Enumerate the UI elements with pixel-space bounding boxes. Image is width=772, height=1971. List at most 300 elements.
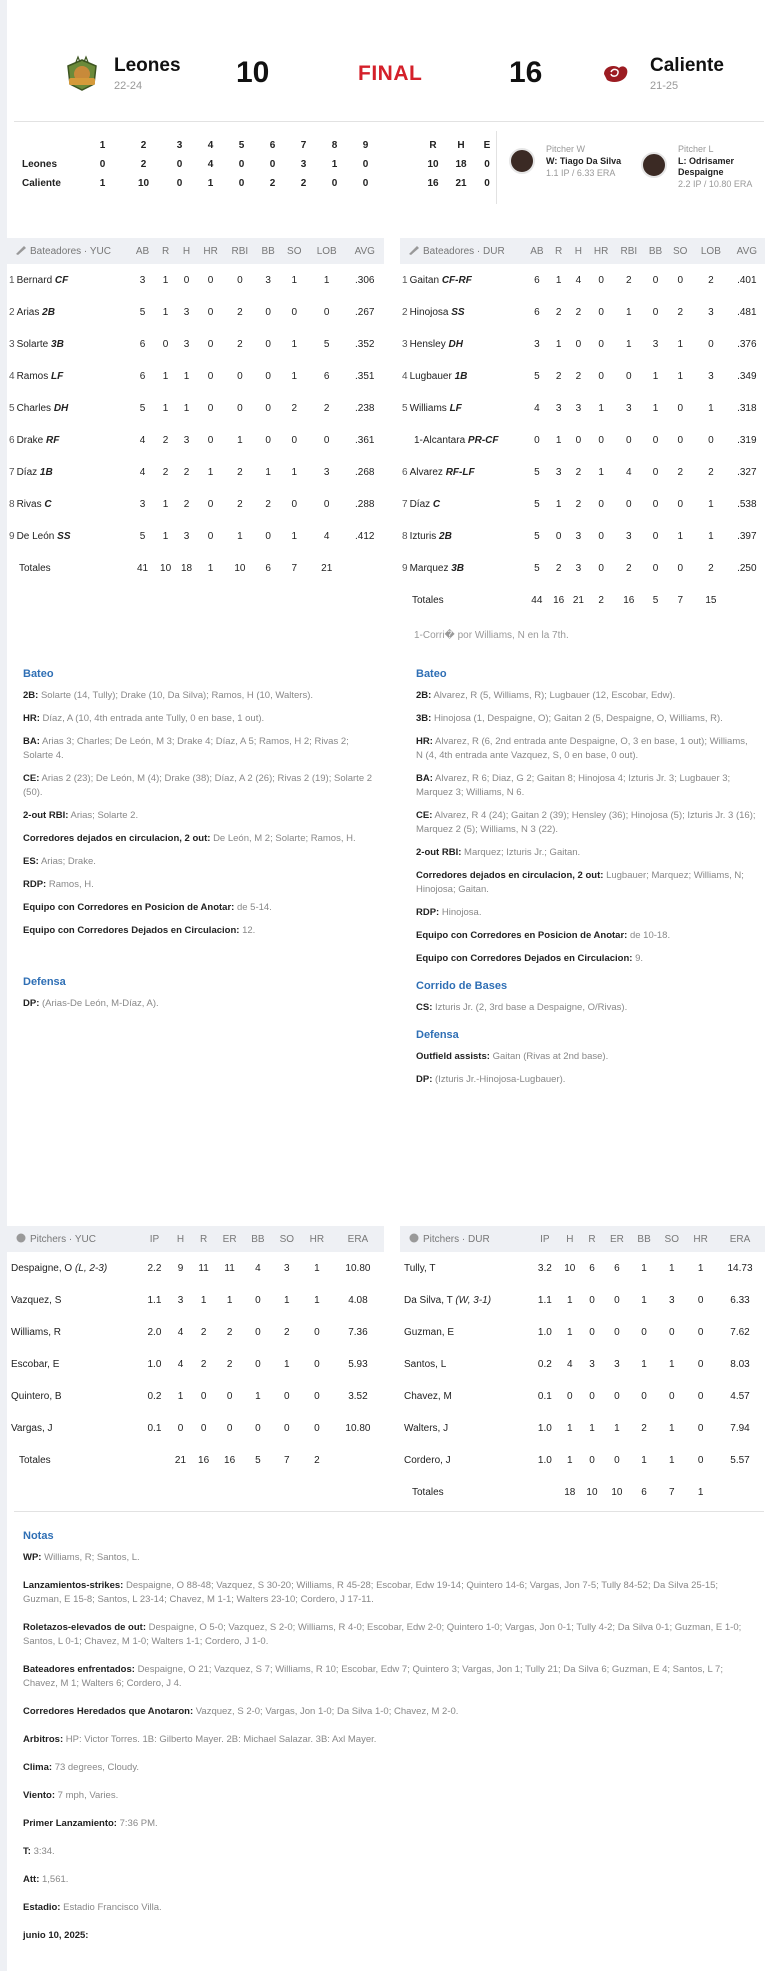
note-key: BA: xyxy=(23,736,40,747)
player-position: RF xyxy=(46,434,60,446)
note-value: Ramos, H. xyxy=(48,879,94,890)
stat-cell: 1 xyxy=(677,370,683,382)
home-bateo-title: Bateo xyxy=(416,668,447,680)
col-header: HR xyxy=(302,1226,332,1252)
note-key: Roletazos-elevados de out: xyxy=(23,1622,146,1633)
note-key: CS: xyxy=(416,1002,433,1013)
stat-cell: 1 xyxy=(641,1294,647,1306)
stat-cell: 0 xyxy=(291,434,298,446)
total-cell: 6 xyxy=(265,562,271,574)
note-line xyxy=(23,1551,758,1565)
losing-pitcher-label: Pitcher L xyxy=(678,144,714,154)
total-cell: 7 xyxy=(291,562,298,574)
stat-cell: 1 xyxy=(652,370,659,382)
player-name[interactable]: Williams xyxy=(409,402,447,414)
stat-cell: 0 xyxy=(284,1390,290,1402)
note-value: HP: Victor Torres. 1B: Gilberto Mayer. 2B: Michael Salazar. 3B: Axl Mayer. xyxy=(65,1734,377,1745)
batter-name-cell xyxy=(400,264,525,296)
stat-cell: .401 xyxy=(737,274,757,286)
batter-row xyxy=(400,392,765,424)
note-line xyxy=(416,712,756,726)
stat-cell: .352 xyxy=(355,338,375,350)
stat-cell: 0 xyxy=(697,1326,704,1338)
away-team-record: 22-24 xyxy=(114,80,143,92)
stat-cell: 2 xyxy=(162,434,169,446)
stat-cell: 3 xyxy=(575,562,582,574)
stat-cell: 1 xyxy=(177,1390,184,1402)
stat-cell: 0 xyxy=(226,1422,233,1434)
stat-cell: 1 xyxy=(237,530,243,542)
stat-cell: 0 xyxy=(626,370,632,382)
away-score: 10 xyxy=(236,56,270,89)
player-name[interactable]: Chavez, M xyxy=(404,1390,452,1402)
stat-cell: 2 xyxy=(200,1326,207,1338)
linescore-divider xyxy=(496,131,497,204)
note-value: Hinojosa (1, Despaigne, O); Gaitan 2 (5, Despaigne, O, Williams, R). xyxy=(433,713,723,724)
stat-cell: 6.33 xyxy=(730,1294,750,1306)
stat-cell: 1 xyxy=(323,274,330,286)
batter-name-cell xyxy=(7,488,130,520)
note-value: Solarte (14, Tully); Drake (10, Da Silva); Ramos, H (10, Walters). xyxy=(40,690,314,701)
stat-cell: 3 xyxy=(589,1358,595,1370)
stat-cell: 0 xyxy=(598,498,604,510)
stat-cell: 0 xyxy=(255,1358,261,1370)
stat-cell: 0 xyxy=(207,530,214,542)
note-line xyxy=(416,689,756,703)
stat-cell: 3 xyxy=(708,370,714,382)
batting-order: 2 xyxy=(402,306,408,318)
stat-cell: 2 xyxy=(323,402,330,414)
pitcher-row xyxy=(400,1412,765,1444)
stat-cell: 1 xyxy=(183,370,190,382)
total-runs: 10 xyxy=(427,159,439,170)
stat-cell: 3.52 xyxy=(348,1390,368,1402)
batter-name-cell xyxy=(7,456,130,488)
total-cell xyxy=(332,1444,384,1476)
stat-cell: 1 xyxy=(183,402,190,414)
stat-cell: 5 xyxy=(323,338,330,350)
col-header: LOB xyxy=(693,238,729,264)
player-name[interactable]: Despaigne, O xyxy=(11,1262,73,1274)
col-header: BB xyxy=(244,1226,272,1252)
player-name[interactable]: Williams, R xyxy=(11,1326,61,1338)
batter-name-cell xyxy=(400,552,525,584)
stat-cell: 2 xyxy=(237,306,243,318)
stat-cell: 0 xyxy=(162,338,169,350)
player-name[interactable]: Hensley xyxy=(409,338,446,350)
stat-cell: 2 xyxy=(237,466,243,478)
stat-cell: 0 xyxy=(697,1294,704,1306)
stat-cell: 0 xyxy=(323,434,330,446)
col-header: H xyxy=(176,238,197,264)
batter-name-cell xyxy=(7,264,130,296)
stat-cell: 0.1 xyxy=(537,1390,552,1402)
stat-cell: 0 xyxy=(575,338,582,350)
stat-cell: 1 xyxy=(669,1454,675,1466)
col-header: ER xyxy=(215,1226,244,1252)
note-line xyxy=(416,952,756,966)
note-line xyxy=(23,1733,758,1747)
total-hits: 21 xyxy=(455,178,467,189)
totals-label: Totales xyxy=(19,562,51,574)
stat-cell: 0 xyxy=(677,402,683,414)
stat-cell: 0 xyxy=(652,498,659,510)
note-value: Arias; Drake. xyxy=(40,856,96,867)
total-cell: 10 xyxy=(160,562,172,574)
inning-header: 4 xyxy=(207,140,214,151)
player-name[interactable]: Santos, L xyxy=(404,1358,447,1370)
player-name[interactable]: Vazquez, S xyxy=(11,1294,62,1306)
col-header: RBI xyxy=(224,238,255,264)
note-value: 1,561. xyxy=(42,1874,69,1885)
stat-cell: 5 xyxy=(534,466,540,478)
batter-name-cell xyxy=(7,424,130,456)
pitcher-row xyxy=(7,1284,384,1316)
player-name[interactable]: Izturis xyxy=(409,530,437,542)
player-name[interactable]: Escobar, E xyxy=(11,1358,60,1370)
stat-cell: 0 xyxy=(598,370,604,382)
stat-cell: 7.62 xyxy=(730,1326,750,1338)
stat-cell: 0 xyxy=(589,1454,595,1466)
note-key: T: xyxy=(23,1846,31,1857)
stat-cell: 0 xyxy=(265,306,271,318)
note-line xyxy=(23,1817,758,1831)
note-value: 73 degrees, Cloudy. xyxy=(54,1762,140,1773)
player-name[interactable]: Vargas, J xyxy=(11,1422,53,1434)
note-line xyxy=(23,1845,758,1859)
stat-cell: 2 xyxy=(284,1326,290,1338)
player-name[interactable]: Charles xyxy=(16,402,52,414)
stat-cell: 0 xyxy=(598,530,604,542)
stat-cell: 3 xyxy=(323,466,330,478)
stat-cell: 11 xyxy=(224,1262,235,1274)
batter-row xyxy=(7,392,384,424)
batting-order: 6 xyxy=(402,466,408,478)
pitcher-row xyxy=(400,1348,765,1380)
note-key: 2-out RBI: xyxy=(23,810,69,821)
stat-cell: 0 xyxy=(677,498,683,510)
stat-cell: 0 xyxy=(265,402,271,414)
notas-title: Notas xyxy=(23,1530,54,1542)
stat-cell: 6 xyxy=(139,370,146,382)
stat-cell: 4 xyxy=(626,466,632,478)
note-line xyxy=(23,855,373,869)
note-line xyxy=(23,735,373,763)
stat-cell: 2 xyxy=(162,466,169,478)
total-cell: 7 xyxy=(669,1486,675,1498)
player-name[interactable]: Hinojosa xyxy=(409,306,449,318)
player-name[interactable]: Walters, J xyxy=(404,1422,449,1434)
inning-runs: 1 xyxy=(331,159,338,170)
stat-cell: 0 xyxy=(708,434,714,446)
player-name[interactable]: Rivas xyxy=(16,498,42,510)
note-key: Equipo con Corredores en Posicion de Anotar: xyxy=(23,902,235,913)
stat-cell: 0 xyxy=(669,1390,675,1402)
note-key: 2B: xyxy=(416,690,432,701)
batting-order: 9 xyxy=(9,530,15,542)
total-cell: 5 xyxy=(255,1454,261,1466)
note-line xyxy=(23,689,373,703)
note-key: Lanzamientos-strikes: xyxy=(23,1580,124,1591)
note-key: WP: xyxy=(23,1552,42,1563)
batter-row xyxy=(400,296,765,328)
stat-cell: 0 xyxy=(614,1294,620,1306)
inning-runs: 4 xyxy=(207,159,214,170)
total-cell: 21 xyxy=(572,594,584,606)
player-name[interactable]: 1-Alcantara xyxy=(414,434,466,446)
stat-cell: 3 xyxy=(139,274,146,286)
stat-cell: 1 xyxy=(598,466,604,478)
stat-cell: .319 xyxy=(737,434,757,446)
batter-row xyxy=(400,360,765,392)
player-position: CF-RF xyxy=(441,274,472,286)
player-position: LF xyxy=(449,402,462,414)
player-name[interactable]: Marquez xyxy=(409,562,449,574)
totals-label: Totales xyxy=(412,594,444,606)
total-cell: 2 xyxy=(598,594,604,606)
home-score: 16 xyxy=(509,56,543,89)
stat-cell: 3 xyxy=(177,1294,184,1306)
stat-cell: 0 xyxy=(265,370,271,382)
stat-cell: 1 xyxy=(589,1422,595,1434)
batter-name-cell xyxy=(400,328,525,360)
note-key: Bateadores enfrentados: xyxy=(23,1664,135,1675)
player-position: 2B xyxy=(42,306,55,318)
stat-cell: 2 xyxy=(708,274,714,286)
col-header: R xyxy=(549,238,569,264)
note-key: BA: xyxy=(416,773,433,784)
losing-pitcher-name-cont: Despaigne xyxy=(678,167,724,177)
stat-cell: 10.80 xyxy=(345,1262,371,1274)
note-line xyxy=(23,772,373,800)
batter-name-cell xyxy=(400,520,525,552)
note-line xyxy=(23,1621,758,1649)
player-name[interactable]: Alvarez xyxy=(409,466,443,478)
player-name[interactable]: Da Silva, T xyxy=(404,1294,453,1306)
pitcher-name-cell xyxy=(7,1284,140,1316)
pitcher-row xyxy=(7,1380,384,1412)
stat-cell: 2 xyxy=(575,498,582,510)
stat-cell: 0 xyxy=(207,370,214,382)
note-value: Arias 2 (23); De León, M (4); Drake (38); Díaz, A 2 (26); Rivas 2 (19); Solarte 2 (50). xyxy=(23,773,373,798)
stat-cell: .376 xyxy=(737,338,757,350)
stat-cell: 3 xyxy=(626,402,632,414)
stat-cell: 1 xyxy=(614,1422,620,1434)
line-score-row-away xyxy=(22,155,500,174)
batter-row xyxy=(400,520,765,552)
total-cell: 10 xyxy=(586,1486,598,1498)
home-batting-table xyxy=(400,238,765,641)
note-key: CE: xyxy=(23,773,40,784)
stat-cell: 0 xyxy=(555,530,562,542)
note-value: Arias; Solarte 2. xyxy=(70,810,139,821)
player-name[interactable]: Guzman, E xyxy=(404,1326,455,1338)
note-key: HR: xyxy=(416,736,433,747)
stat-cell: 4 xyxy=(534,402,540,414)
player-name[interactable]: Gaitan xyxy=(409,274,440,286)
total-runs: 16 xyxy=(427,178,439,189)
player-position: RF-LF xyxy=(445,466,475,478)
batting-order: 8 xyxy=(9,498,15,510)
stat-cell: 0 xyxy=(314,1422,320,1434)
note-value: Alvarez, R (6, 2nd entrada ante Despaigne, O, 3 en base, 1 out); Williams, N (4, 4th entrada ante Vazquez, S, 0 en base, 0 out). xyxy=(416,736,748,761)
batter-row xyxy=(7,520,384,552)
player-name[interactable]: Arias xyxy=(16,306,40,318)
total-cell: 1 xyxy=(697,1486,704,1498)
note-value: Estadio Francisco Villa. xyxy=(63,1902,162,1913)
col-header: R xyxy=(581,1226,603,1252)
note-key: 2-out RBI: xyxy=(416,847,462,858)
stat-cell: 0 xyxy=(677,434,683,446)
stat-cell: 6 xyxy=(323,370,330,382)
stat-cell: .397 xyxy=(737,530,757,542)
stat-cell: 1.1 xyxy=(147,1294,162,1306)
away-defensa-title: Defensa xyxy=(23,976,66,988)
player-name[interactable]: Lugbauer xyxy=(409,370,452,382)
home-batting-title: Bateadores · DUR xyxy=(423,246,505,257)
note-value: Alvarez, R 4 (24); Gaitan 2 (39); Hensley (36); Hinojosa (5); Izturis Jr. 3 (16); Marquez 2 (5); Williams, N 3 (22). xyxy=(416,810,756,835)
col-header: H xyxy=(169,1226,192,1252)
stat-cell: 1 xyxy=(314,1262,320,1274)
stat-cell: 0 xyxy=(265,434,271,446)
batting-order: 4 xyxy=(9,370,15,382)
batter-row xyxy=(7,328,384,360)
col-header: BB xyxy=(631,1226,658,1252)
player-name[interactable]: Drake xyxy=(16,434,44,446)
note-line xyxy=(23,832,373,846)
total-cell: 16 xyxy=(623,594,635,606)
pitcher-name-cell xyxy=(400,1380,531,1412)
total-cell: 16 xyxy=(224,1454,236,1466)
pitcher-name-cell xyxy=(400,1252,531,1284)
note-value: Izturis Jr. (2, 3rd base a Despaigne, O/Rivas). xyxy=(435,1002,628,1013)
stat-cell: 5 xyxy=(534,530,540,542)
stat-cell: 3 xyxy=(534,338,540,350)
stat-cell: 0 xyxy=(669,1326,675,1338)
inning-header: 3 xyxy=(176,140,183,151)
total-cell: 16 xyxy=(553,594,565,606)
stat-cell: 2.0 xyxy=(147,1326,162,1338)
home-team-record: 21-25 xyxy=(650,80,679,92)
stat-cell: 0 xyxy=(226,1390,233,1402)
stat-cell: 4 xyxy=(139,466,146,478)
player-name[interactable]: Díaz xyxy=(409,498,431,510)
stat-cell: 0 xyxy=(697,1390,704,1402)
stat-cell: 0 xyxy=(567,1390,573,1402)
stat-cell: 0 xyxy=(207,274,214,286)
col-header: R xyxy=(192,1226,215,1252)
player-name[interactable]: Ramos xyxy=(16,370,49,382)
losing-pitcher-line: 2.2 IP / 10.80 ERA xyxy=(678,179,753,189)
stat-cell: .351 xyxy=(355,370,375,382)
player-name[interactable]: Bernard xyxy=(16,274,53,286)
note-value: Despaigne, O 88-48; Vazquez, S 30-20; Williams, R 45-28; Escobar, Edw 19-14; Quintero 14-6; Vargas, Jon 7-5; Tully 84-52; Da Silva 25-15; Guzman, E 15-8; Santos, L 23-14; Chavez, M 1-1; Walters 23-10; Cordero, J 17-11. xyxy=(23,1580,719,1605)
stat-cell: 1 xyxy=(567,1294,573,1306)
stat-cell: 2 xyxy=(183,466,190,478)
batting-order: 3 xyxy=(402,338,408,350)
player-position: 1B xyxy=(39,466,53,478)
stat-cell: 11 xyxy=(198,1262,209,1274)
col-header: ER xyxy=(603,1226,631,1252)
batter-row xyxy=(7,424,384,456)
note-line xyxy=(23,997,373,1011)
stat-cell: 1 xyxy=(669,1358,675,1370)
pitcher-decision: (W, 3-1) xyxy=(455,1294,492,1306)
pitcher-name-cell xyxy=(7,1252,140,1284)
batting-order: 4 xyxy=(402,370,408,382)
note-key: Viento: xyxy=(23,1790,56,1801)
header-divider xyxy=(14,121,764,122)
batter-row xyxy=(7,296,384,328)
inning-runs: 3 xyxy=(300,159,307,170)
player-name[interactable]: Solarte xyxy=(16,338,49,350)
line-score xyxy=(22,136,502,193)
player-name[interactable]: De León xyxy=(16,530,55,542)
stat-cell: 1 xyxy=(652,402,659,414)
col-header: BB xyxy=(256,238,281,264)
inning-header: 6 xyxy=(269,140,276,151)
stat-cell: 1.0 xyxy=(537,1326,552,1338)
winning-pitcher-name: W: Tiago Da Silva xyxy=(546,156,622,166)
player-name[interactable]: Quintero, B xyxy=(11,1390,62,1402)
stat-cell: 0 xyxy=(697,1454,704,1466)
stat-cell: 0 xyxy=(652,434,659,446)
stat-cell: 3 xyxy=(555,402,562,414)
stat-cell: 0 xyxy=(323,498,330,510)
col-header: ERA xyxy=(715,1226,765,1252)
stat-cell: 2 xyxy=(226,1326,233,1338)
inning-header: 8 xyxy=(331,140,338,151)
player-name[interactable]: Díaz xyxy=(16,466,38,478)
line-score-team: Caliente xyxy=(22,178,61,189)
note-value: Hinojosa. xyxy=(441,907,482,918)
stat-cell: 2 xyxy=(575,466,582,478)
note-line xyxy=(23,878,373,892)
player-position: 1B xyxy=(454,370,468,382)
col-header: HR xyxy=(197,238,224,264)
batting-order: 2 xyxy=(9,306,15,318)
stat-cell: 1 xyxy=(291,466,298,478)
winning-pitcher-avatar xyxy=(509,148,535,174)
stat-cell: 0 xyxy=(255,1422,261,1434)
home-notes xyxy=(416,668,756,1096)
player-name[interactable]: Cordero, J xyxy=(404,1454,451,1466)
batter-name-cell xyxy=(7,360,130,392)
col-header: IP xyxy=(140,1226,169,1252)
note-line xyxy=(23,1705,758,1719)
stat-cell: 2 xyxy=(708,562,714,574)
player-position: LF xyxy=(51,370,64,382)
player-name[interactable]: Tully, T xyxy=(404,1262,436,1274)
home-corrido-title: Corrido de Bases xyxy=(416,980,508,992)
note-value: Arias 3; Charles; De León, M 3; Drake 4; Díaz, A 5; Ramos, H 2; Rivas 2; Solarte 4. xyxy=(23,736,349,761)
total-cell: 7 xyxy=(284,1454,290,1466)
stat-cell: 3 xyxy=(183,338,190,350)
stat-cell: 0 xyxy=(207,434,214,446)
stat-cell: 2 xyxy=(677,466,683,478)
total-cell: 21 xyxy=(174,1454,187,1466)
batting-order: 1 xyxy=(9,274,15,286)
inning-runs: 0 xyxy=(362,159,369,170)
col-header: AB xyxy=(130,238,155,264)
away-team-name: Leones xyxy=(114,55,181,76)
stat-cell: 1 xyxy=(226,1294,233,1306)
col-header: BB xyxy=(644,238,668,264)
batting-order: 6 xyxy=(9,434,15,446)
col-header: H xyxy=(569,238,589,264)
stat-cell: 1 xyxy=(641,1262,647,1274)
inning-runs: 0 xyxy=(99,159,106,170)
